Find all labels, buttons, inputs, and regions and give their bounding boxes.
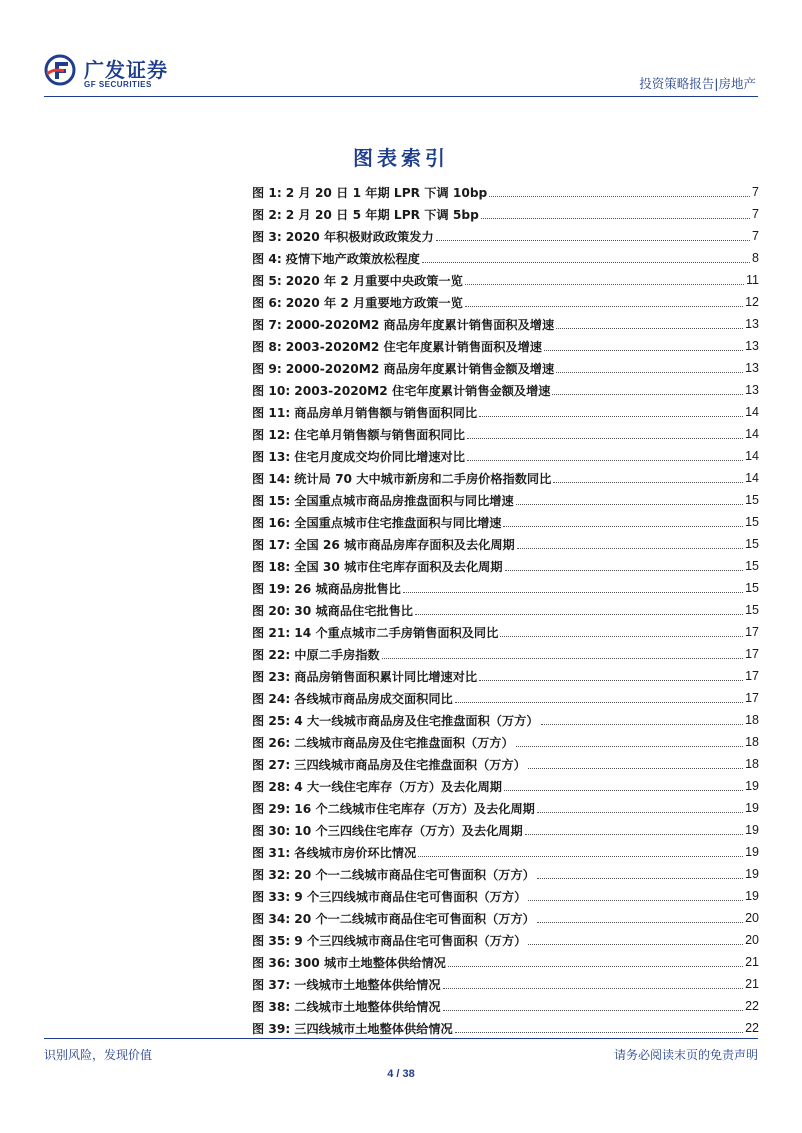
toc-entry[interactable] bbox=[252, 621, 759, 643]
toc-entry-page: 19 bbox=[745, 845, 759, 859]
toc-entry-label: 图 34: bbox=[252, 911, 291, 926]
toc-entry-page: 13 bbox=[745, 339, 759, 353]
toc-entry-label: 图 9: bbox=[252, 361, 282, 376]
toc-entry-label: 图 14: bbox=[252, 471, 291, 486]
toc-entry-label: 图 6: bbox=[252, 295, 282, 310]
toc-entry[interactable] bbox=[252, 291, 759, 313]
toc-entry-title: 9 个三四线城市商品住宅可售面积（万方） bbox=[294, 933, 527, 948]
toc-entry-title: 住宅单月销售额与销售面积同比 bbox=[294, 427, 465, 442]
toc-entry-title: 4 大一线住宅库存（万方）及去化周期 bbox=[294, 779, 502, 794]
toc-dot-leader bbox=[505, 570, 744, 571]
toc-entry[interactable] bbox=[252, 775, 759, 797]
toc-dot-leader bbox=[528, 900, 743, 901]
toc-entry-title: 各线城市商品房成交面积同比 bbox=[294, 691, 453, 706]
company-logo bbox=[44, 52, 214, 92]
toc-entry-title: 全国重点城市商品房推盘面积与同比增速 bbox=[294, 493, 514, 508]
toc-entry-page: 11 bbox=[746, 273, 759, 287]
toc-entry-page: 13 bbox=[745, 361, 759, 375]
toc-entry-page: 15 bbox=[745, 493, 759, 507]
toc-dot-leader bbox=[455, 1032, 743, 1033]
toc-entry-page: 14 bbox=[745, 427, 759, 441]
toc-entry[interactable] bbox=[252, 951, 759, 973]
toc-dot-leader bbox=[443, 988, 744, 989]
toc-entry-page: 15 bbox=[745, 515, 759, 529]
toc-entry[interactable] bbox=[252, 731, 759, 753]
toc-entry-page: 14 bbox=[745, 405, 759, 419]
toc-entry-label: 图 21: bbox=[252, 625, 291, 640]
toc-entry-label: 图 37: bbox=[252, 977, 291, 992]
toc-entry-title: 全国 26 城市商品房库存面积及去化周期 bbox=[294, 537, 515, 552]
toc-dot-leader bbox=[556, 328, 743, 329]
toc-entry-label: 图 7: bbox=[252, 317, 282, 332]
toc-dot-leader bbox=[552, 394, 743, 395]
toc-entry-page: 21 bbox=[745, 955, 759, 969]
toc-entry-title: 2020 年 2 月重要地方政策一览 bbox=[285, 295, 463, 310]
toc-dot-leader bbox=[403, 592, 743, 593]
toc-dot-leader bbox=[382, 658, 744, 659]
toc-entry-label: 图 10: bbox=[252, 383, 291, 398]
toc-dot-leader bbox=[415, 614, 743, 615]
toc-entry[interactable] bbox=[252, 401, 759, 423]
toc-entry-label: 图 13: bbox=[252, 449, 291, 464]
toc-entry[interactable] bbox=[252, 665, 759, 687]
toc-entry-page: 7 bbox=[752, 229, 759, 243]
toc-dot-leader bbox=[436, 240, 750, 241]
toc-dot-leader bbox=[422, 262, 750, 263]
toc-entry[interactable] bbox=[252, 973, 759, 995]
toc-dot-leader bbox=[448, 966, 743, 967]
toc-entry-title: 2003-2020M2 住宅年度累计销售面积及增速 bbox=[285, 339, 542, 354]
toc-dot-leader bbox=[525, 834, 743, 835]
toc-entry[interactable] bbox=[252, 247, 759, 269]
toc-entry[interactable] bbox=[252, 885, 759, 907]
toc-entry-page: 19 bbox=[745, 867, 759, 881]
toc-dot-leader bbox=[517, 548, 743, 549]
logo-english-name: GF SECURITIES bbox=[84, 80, 152, 89]
toc-entry-page: 21 bbox=[745, 977, 759, 991]
toc-entry-page: 20 bbox=[745, 911, 759, 925]
toc-entry[interactable] bbox=[252, 489, 759, 511]
page-title: 图表索引 bbox=[353, 146, 449, 170]
toc-entry-label: 图 18: bbox=[252, 559, 291, 574]
toc-entry-label: 图 30: bbox=[252, 823, 291, 838]
toc-entry-label: 图 17: bbox=[252, 537, 291, 552]
toc-dot-leader bbox=[481, 218, 750, 219]
report-type: 投资策略报告|房地产 bbox=[639, 76, 756, 91]
toc-entry[interactable] bbox=[252, 643, 759, 665]
toc-entry[interactable] bbox=[252, 929, 759, 951]
header-divider bbox=[44, 96, 758, 97]
toc-dot-leader bbox=[479, 416, 743, 417]
toc-entry-title: 一线城市土地整体供给情况 bbox=[294, 977, 441, 992]
toc-entry-page: 14 bbox=[745, 471, 759, 485]
toc-entry-page: 19 bbox=[745, 889, 759, 903]
toc-dot-leader bbox=[537, 812, 743, 813]
toc-entry[interactable] bbox=[252, 379, 759, 401]
toc-entry-title: 26 城商品房批售比 bbox=[294, 581, 401, 596]
toc-entry-label: 图 8: bbox=[252, 339, 282, 354]
toc-entry[interactable] bbox=[252, 445, 759, 467]
toc-entry-page: 19 bbox=[745, 823, 759, 837]
toc-entry-page: 7 bbox=[752, 207, 759, 221]
toc-entry-title: 2 月 20 日 5 年期 LPR 下调 5bp bbox=[285, 207, 479, 222]
toc-entry-title: 14 个重点城市二手房销售面积及同比 bbox=[294, 625, 499, 640]
toc-dot-leader bbox=[489, 196, 750, 197]
toc-entry-page: 19 bbox=[745, 801, 759, 815]
toc-entry-label: 图 29: bbox=[252, 801, 291, 816]
toc-entry-title: 10 个三四线住宅库存（万方）及去化周期 bbox=[294, 823, 523, 838]
toc-entry-title: 9 个三四线城市商品住宅可售面积（万方） bbox=[294, 889, 527, 904]
toc-dot-leader bbox=[418, 856, 743, 857]
toc-entry[interactable] bbox=[252, 1017, 759, 1039]
toc-entry[interactable] bbox=[252, 203, 759, 225]
toc-entry[interactable] bbox=[252, 907, 759, 929]
toc-entry-title: 2003-2020M2 住宅年度累计销售金额及增速 bbox=[294, 383, 551, 398]
toc-entry-title: 20 个一二线城市商品住宅可售面积（万方） bbox=[294, 867, 535, 882]
toc-entry-page: 15 bbox=[745, 603, 759, 617]
toc-dot-leader bbox=[455, 702, 743, 703]
toc-entry-label: 图 26: bbox=[252, 735, 291, 750]
toc-entry-title: 全国重点城市住宅推盘面积与同比增速 bbox=[294, 515, 502, 530]
footer-slogan: 识别风险，发现价值 bbox=[44, 1048, 153, 1062]
toc-dot-leader bbox=[467, 438, 743, 439]
toc-entry-label: 图 1: bbox=[252, 185, 282, 200]
toc-entry-label: 图 22: bbox=[252, 647, 291, 662]
toc-entry-title: 4 大一线城市商品房及住宅推盘面积（万方） bbox=[294, 713, 539, 728]
toc-entry-label: 图 39: bbox=[252, 1021, 291, 1036]
toc-dot-leader bbox=[537, 878, 743, 879]
toc-dot-leader bbox=[516, 746, 743, 747]
toc-dot-leader bbox=[465, 284, 744, 285]
toc-dot-leader bbox=[479, 680, 743, 681]
footer-disclaimer: 请务必阅读末页的免责声明 bbox=[613, 1048, 758, 1062]
toc-entry-page: 14 bbox=[745, 449, 759, 463]
toc-dot-leader bbox=[537, 922, 743, 923]
toc-entry[interactable] bbox=[252, 511, 759, 533]
toc-entry-page: 22 bbox=[745, 1021, 759, 1035]
toc-entry-label: 图 15: bbox=[252, 493, 291, 508]
toc-entry-label: 图 32: bbox=[252, 867, 291, 882]
toc-entry[interactable] bbox=[252, 995, 759, 1017]
toc-entry[interactable] bbox=[252, 709, 759, 731]
toc-entry-title: 300 城市土地整体供给情况 bbox=[294, 955, 446, 970]
toc-entry-label: 图 31: bbox=[252, 845, 291, 860]
toc-entry-page: 17 bbox=[745, 625, 759, 639]
toc-entry-page: 20 bbox=[745, 933, 759, 947]
toc-entry-label: 图 19: bbox=[252, 581, 291, 596]
toc-entry-label: 图 16: bbox=[252, 515, 291, 530]
toc-entry-title: 三四线城市商品房及住宅推盘面积（万方） bbox=[294, 757, 526, 772]
toc-entry-title: 商品房单月销售额与销售面积同比 bbox=[294, 405, 478, 420]
toc-entry[interactable] bbox=[252, 863, 759, 885]
toc-entry[interactable] bbox=[252, 423, 759, 445]
toc-entry-title: 中原二手房指数 bbox=[294, 647, 380, 662]
toc-entry-page: 18 bbox=[745, 735, 759, 749]
toc-entry[interactable] bbox=[252, 687, 759, 709]
toc-entry-title: 30 城商品住宅批售比 bbox=[294, 603, 413, 618]
toc-entry-page: 18 bbox=[745, 713, 759, 727]
toc-entry-title: 16 个二线城市住宅库存（万方）及去化周期 bbox=[294, 801, 535, 816]
toc-entry-page: 7 bbox=[752, 185, 759, 199]
toc-entry-page: 19 bbox=[745, 779, 759, 793]
toc-entry[interactable] bbox=[252, 313, 759, 335]
toc-entry-page: 17 bbox=[745, 691, 759, 705]
toc-entry-title: 三四线城市土地整体供给情况 bbox=[294, 1021, 453, 1036]
toc-entry-label: 图 38: bbox=[252, 999, 291, 1014]
toc-dot-leader bbox=[544, 350, 743, 351]
toc-dot-leader bbox=[553, 482, 743, 483]
toc-entry[interactable] bbox=[252, 533, 759, 555]
toc-entry[interactable] bbox=[252, 181, 759, 203]
gf-logo-icon bbox=[44, 54, 76, 86]
toc-entry-title: 统计局 70 大中城市新房和二手房价格指数同比 bbox=[294, 471, 552, 486]
toc-entry-label: 图 2: bbox=[252, 207, 282, 222]
toc-entry-label: 图 24: bbox=[252, 691, 291, 706]
toc-entry-page: 15 bbox=[745, 581, 759, 595]
toc-entry[interactable] bbox=[252, 819, 759, 841]
toc-entry-page: 15 bbox=[745, 559, 759, 573]
toc-dot-leader bbox=[528, 768, 743, 769]
toc-entry-title: 2000-2020M2 商品房年度累计销售面积及增速 bbox=[285, 317, 555, 332]
toc-entry-title: 2020 年 2 月重要中央政策一览 bbox=[285, 273, 463, 288]
toc-dot-leader bbox=[500, 636, 743, 637]
toc-entry-page: 17 bbox=[745, 669, 759, 683]
toc-dot-leader bbox=[443, 1010, 744, 1011]
toc-entry-title: 商品房销售面积累计同比增速对比 bbox=[294, 669, 478, 684]
toc-entry[interactable] bbox=[252, 269, 759, 291]
toc-entry-title: 20 个一二线城市商品住宅可售面积（万方） bbox=[294, 911, 535, 926]
toc-entry-page: 22 bbox=[745, 999, 759, 1013]
toc-dot-leader bbox=[541, 724, 744, 725]
toc-entry-label: 图 4: bbox=[252, 251, 282, 266]
toc-entry-label: 图 5: bbox=[252, 273, 282, 288]
toc-dot-leader bbox=[503, 526, 743, 527]
toc-entry[interactable] bbox=[252, 753, 759, 775]
toc-entry-label: 图 25: bbox=[252, 713, 291, 728]
logo-chinese-name: 广发证券 bbox=[84, 58, 168, 82]
toc-entry-title: 疫情下地产政策放松程度 bbox=[285, 251, 420, 266]
toc-entry-label: 图 35: bbox=[252, 933, 291, 948]
toc-entry[interactable] bbox=[252, 225, 759, 247]
toc-entry[interactable] bbox=[252, 599, 759, 621]
toc-entry-title: 住宅月度成交均价同比增速对比 bbox=[294, 449, 465, 464]
toc-entry-label: 图 27: bbox=[252, 757, 291, 772]
toc-entry-label: 图 20: bbox=[252, 603, 291, 618]
toc-entry-page: 13 bbox=[745, 317, 759, 331]
toc-dot-leader bbox=[528, 944, 743, 945]
toc-entry[interactable] bbox=[252, 797, 759, 819]
toc-entry-title: 二线城市商品房及住宅推盘面积（万方） bbox=[294, 735, 514, 750]
page-number: 4 / 38 bbox=[387, 1068, 415, 1080]
footer-divider bbox=[44, 1038, 758, 1039]
toc-dot-leader bbox=[465, 306, 743, 307]
toc-dot-leader bbox=[516, 504, 743, 505]
toc-entry-page: 13 bbox=[745, 383, 759, 397]
toc-entry-label: 图 12: bbox=[252, 427, 291, 442]
toc-entry-title: 2020 年积极财政政策发力 bbox=[285, 229, 434, 244]
toc-entry-title: 2 月 20 日 1 年期 LPR 下调 10bp bbox=[285, 185, 488, 200]
toc-entry[interactable] bbox=[252, 335, 759, 357]
toc-entry-label: 图 3: bbox=[252, 229, 282, 244]
toc-entry-title: 全国 30 城市住宅库存面积及去化周期 bbox=[294, 559, 503, 574]
toc-entry[interactable] bbox=[252, 577, 759, 599]
toc-entry-page: 17 bbox=[745, 647, 759, 661]
toc-entry-title: 二线城市土地整体供给情况 bbox=[294, 999, 441, 1014]
toc-entry[interactable] bbox=[252, 467, 759, 489]
toc-entry-page: 15 bbox=[745, 537, 759, 551]
toc-entry-title: 各线城市房价环比情况 bbox=[294, 845, 417, 860]
toc-entry-title: 2000-2020M2 商品房年度累计销售金额及增速 bbox=[285, 361, 555, 376]
toc-dot-leader bbox=[467, 460, 743, 461]
toc-entry-label: 图 28: bbox=[252, 779, 291, 794]
toc-entry-page: 18 bbox=[745, 757, 759, 771]
toc-entry[interactable] bbox=[252, 841, 759, 863]
toc-entry-page: 8 bbox=[752, 251, 759, 265]
toc-entry-label: 图 11: bbox=[252, 405, 291, 420]
toc-entry-label: 图 23: bbox=[252, 669, 291, 684]
table-of-figures bbox=[252, 181, 759, 1039]
page-header bbox=[44, 48, 758, 98]
toc-entry[interactable] bbox=[252, 357, 759, 379]
toc-entry-label: 图 33: bbox=[252, 889, 291, 904]
toc-dot-leader bbox=[556, 372, 743, 373]
toc-dot-leader bbox=[504, 790, 743, 791]
toc-entry-label: 图 36: bbox=[252, 955, 291, 970]
toc-entry[interactable] bbox=[252, 555, 759, 577]
toc-entry-page: 12 bbox=[745, 295, 759, 309]
